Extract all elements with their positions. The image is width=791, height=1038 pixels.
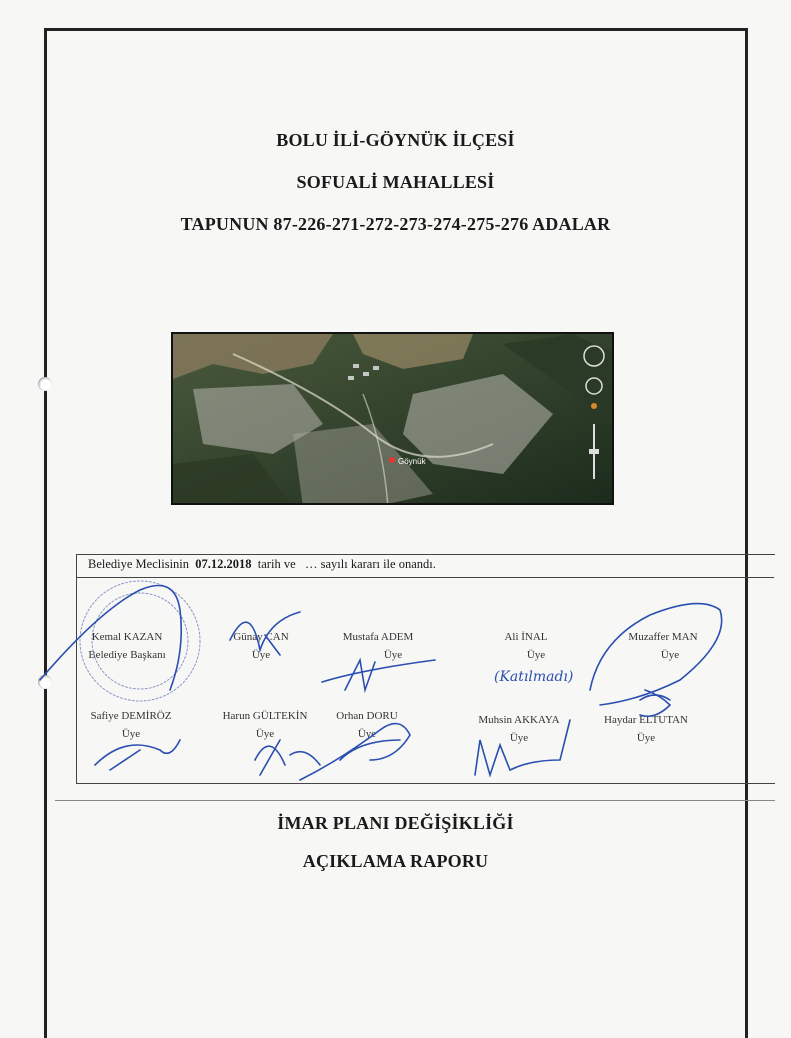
member-9: Muhsin AKKAYA Üye: [478, 714, 560, 744]
approval-statement: Belediye Meclisinin 07.12.2018 tarih ve … sayılı kararı ile onandı.: [88, 557, 436, 571]
member-5: Muzaffer MAN Üye: [628, 631, 698, 661]
approval-date: 07.12.2018: [195, 557, 252, 571]
member-8: Orhan DORU Üye: [336, 710, 398, 740]
punch-hole: [38, 377, 52, 391]
section-divider: [55, 800, 775, 801]
approval-table: [76, 554, 775, 784]
header-province: BOLU İLİ-GÖYNÜK İLÇESİ: [276, 130, 515, 150]
map-place-label: Göynük: [398, 457, 426, 466]
member-3: Mustafa ADEM Üye: [342, 631, 414, 661]
member-mayor: Kemal KAZAN Belediye Başkanı: [88, 631, 166, 661]
member-6: Safiye DEMİRÖZ Üye: [90, 710, 172, 740]
punch-hole: [38, 675, 52, 689]
member-4: Ali İNAL Üye: [504, 631, 548, 661]
member-10: Haydar ELTUTAN Üye: [604, 714, 688, 744]
header-neighborhood: SOFUALİ MAHALLESİ: [296, 172, 495, 192]
member-2: Günay CAN Üye: [233, 631, 289, 661]
report-title: İMAR PLANI DEĞİŞİKLİĞİ: [277, 813, 514, 833]
header-parcels: TAPUNUN 87-226-271-272-273-274-275-276 ADALAR: [180, 214, 611, 234]
approval-divider: [76, 577, 774, 578]
handwritten-absent-note: (Katılmadı): [494, 669, 574, 685]
satellite-map: [171, 332, 614, 505]
report-subtitle: AÇIKLAMA RAPORU: [302, 851, 489, 871]
member-7: Harun GÜLTEKİN Üye: [222, 710, 308, 740]
